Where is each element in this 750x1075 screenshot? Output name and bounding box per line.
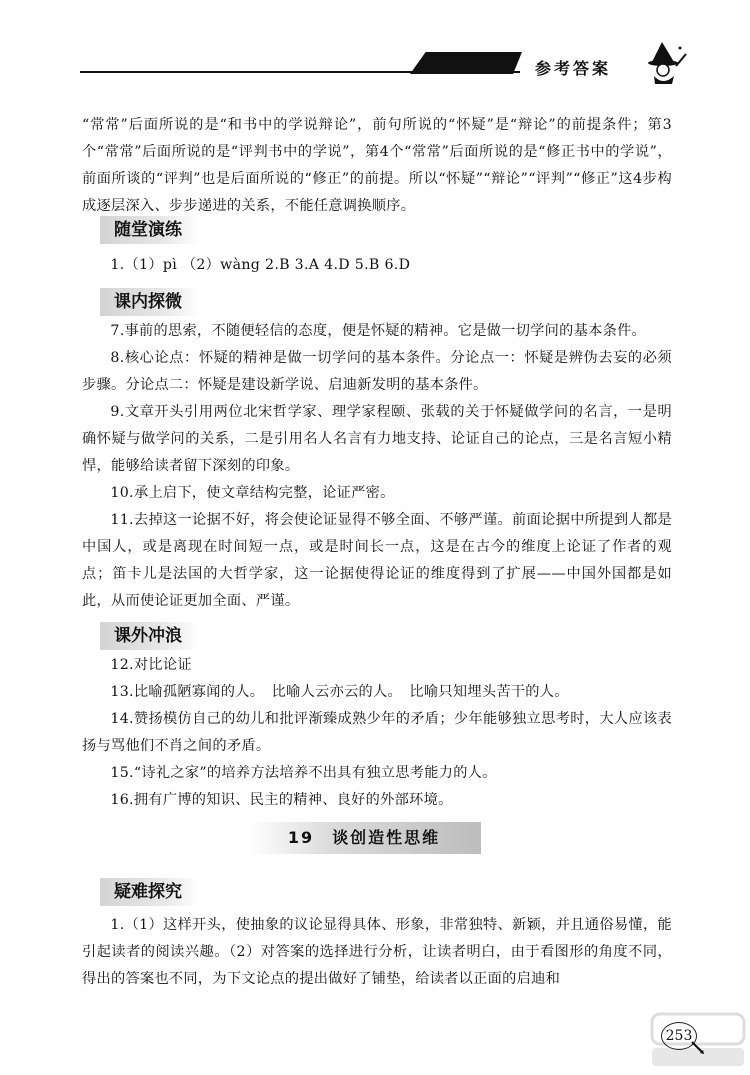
- section-heading-extra: 课外冲浪: [100, 622, 200, 650]
- section-heading-difficult: 疑难探究: [100, 878, 200, 906]
- answer-item: 7.事前的思索，不随便轻信的态度，便是怀疑的精神。它是做一切学问的基本条件。: [110, 323, 647, 339]
- pen-icon: [690, 1040, 704, 1054]
- answer-item: 12.对比论证: [110, 657, 192, 673]
- answer-item: 13.比喻孤陋寡闻的人。 比喻人云亦云的人。 比喻只知埋头苦干的人。: [110, 684, 569, 700]
- page-number: 253: [661, 1022, 697, 1050]
- difficult-block: [82, 912, 672, 993]
- answer-item: 14.赞扬模仿自己的幼儿和批评渐臻成熟少年的矛盾；少年能够独立思考时，大人应该表扬与骂他们不肖之间的矛盾。: [82, 711, 672, 754]
- answer-item: 9.文章开头引用两位北宋哲学家、理学家程颐、张载的关于怀疑做学问的名言，一是明确怀疑与做学问的关系，二是引用名人名言有力地支持、论证自己的论点，三是名言短小精悍，能够给读者留下深刻的印象。: [82, 404, 672, 474]
- header-black-tab: [410, 52, 522, 74]
- intro-paragraph: “常常”后面所说的是“和书中的学说辩论”，前句所说的“怀疑”是“辩论”的前提条件；第3个“常常”后面所说的是“评判书中的学说”，第4个“常常”后面所说的是“修正书中的学说”，前面所谈的“评判”也是后面所说的“修正”的前提。所以“怀疑”“辩论”“评判”“修正”这4步构成逐层深入、步步递进的关系，不能任意调换顺序。: [82, 117, 672, 214]
- intro-block: [82, 112, 672, 220]
- answer-item: 8.核心论点：怀疑的精神是做一切学问的基本条件。分论点一：怀疑是辨伪去妄的必须步骤。分论点二：怀疑是建设新学说、启迪新发明的基本条件。: [82, 350, 672, 393]
- wizard-icon: [640, 40, 688, 85]
- section-heading-in-class: 课内探微: [100, 288, 200, 316]
- header-title: 参考答案: [535, 59, 612, 78]
- section-heading-practice: 随堂演练: [100, 216, 200, 244]
- in-class-block: [82, 318, 672, 615]
- practice-block: [82, 252, 672, 279]
- difficult-answer: 1.（1）这样开头，使抽象的议论显得具体、形象，非常独特、新颖，并且通俗易懂，能引起读者的阅读兴趣。（2）对答案的选择进行分析，让读者明白，由于看图形的角度不同，得出的答案也不同，为下文论点的提出做好了铺垫，给读者以正面的启迪和: [82, 917, 672, 987]
- practice-answers: 1.（1）pì （2）wàng 2.B 3.A 4.D 5.B 6.D: [110, 257, 411, 273]
- chapter-title: 19 谈创造性思维: [287, 828, 441, 847]
- extra-block: [82, 652, 672, 814]
- chapter-banner: [247, 822, 481, 854]
- answer-item: 10.承上启下，使文章结构完整，论证严密。: [110, 485, 395, 501]
- answer-item: 16.拥有广博的知识、民主的精神、良好的外部环境。: [110, 792, 453, 808]
- answer-item: 15.“诗礼之家”的培养方法培养不出具有独立思考能力的人。: [110, 765, 497, 781]
- answer-item: 11.去掉这一论据不好，将会使论证显得不够全面、不够严谨。前面论据中所提到人都是中国人，或是离现在时间短一点，或是时间长一点，这是在古今的维度上论证了作者的观点；笛卡儿是法国的大哲学家，这一论据使得论证的维度得到了扩展——中国外国都是如此，从而使论证更加全面、严谨。: [82, 512, 672, 609]
